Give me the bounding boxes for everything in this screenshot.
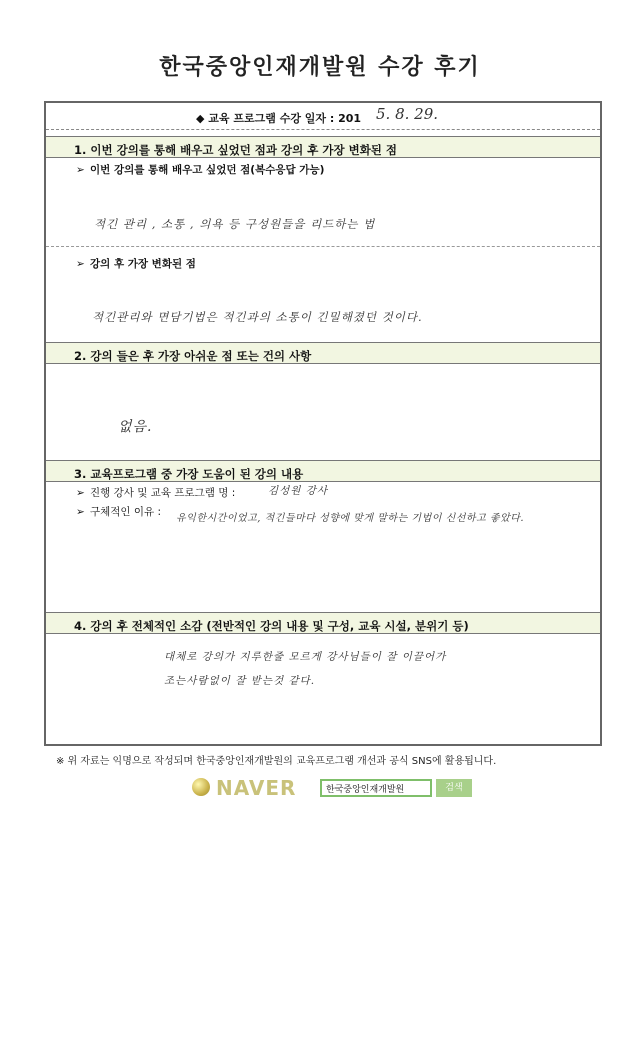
arrow-icon: ➢ (76, 506, 85, 518)
section-1-sub-2: ➢ 강의 후 가장 변화된 점 (76, 258, 196, 270)
section-4-heading: 4. 강의 후 전체적인 소감 (전반적인 강의 내용 및 구성, 교육 시설, 분위기 등) (46, 612, 600, 634)
reason-row: ➢ 구체적인 이유 : (76, 506, 162, 518)
section-4-answer-line-1: 대체로 강의가 지루한줄 모르게 강사님들이 잘 이끌어가 (164, 651, 447, 663)
section-3-heading: 3. 교육프로그램 중 가장 도움이 된 강의 내용 (46, 460, 600, 482)
instructor-row: ➢ 진행 강사 및 교육 프로그램 명 : (76, 487, 236, 499)
naver-globe-icon (192, 778, 210, 796)
section-1-sub-1: ➢ 이번 강의를 통해 배우고 싶었던 점(복수응답 가능) (76, 164, 325, 176)
divider (46, 246, 600, 247)
section-2-heading: 2. 강의 들은 후 가장 아쉬운 점 또는 건의 사항 (46, 342, 600, 364)
date-label: ◆ 교육 프로그램 수강 일자 : 201 (196, 112, 362, 125)
page-title: 한국중앙인재개발원 수강 후기 (159, 55, 481, 80)
date-header (46, 103, 600, 130)
section-1-heading: 1. 이번 강의를 통해 배우고 싶었던 점과 강의 후 가장 변화된 점 (46, 136, 600, 158)
review-form (44, 101, 602, 746)
section-1-answer-2: 적긴관리와 면담기법은 적긴과의 소통이 긴밀해졌던 것이다. (92, 310, 423, 324)
search-input[interactable]: 한국중앙인재개발원 (320, 779, 432, 797)
arrow-icon: ➢ (76, 258, 85, 270)
search-button[interactable]: 검색 (436, 779, 472, 797)
footnote: ※ 위 자료는 익명으로 작성되며 한국중앙인재개발원의 교육프로그램 개선과 공식 SNS에 활용됩니다. (56, 756, 497, 767)
section-4-answer-line-2: 조는사람없이 잘 받는것 같다. (164, 675, 316, 687)
instructor-answer: 김성원 강사 (268, 485, 329, 497)
section-1-answer-1: 적긴 관리 , 소통 , 의욕 등 구성원들을 리드하는 법 (94, 217, 376, 231)
naver-logo: NAVER (216, 776, 297, 800)
section-2-answer: 없음. (118, 419, 153, 435)
date-handwritten: 5. 8. 29. (376, 105, 439, 123)
arrow-icon: ➢ (76, 164, 85, 176)
reason-answer: 유익한시간이었고, 적긴들마다 성향에 맞게 말하는 기법이 신선하고 좋았다. (176, 513, 525, 524)
arrow-icon: ➢ (76, 487, 85, 499)
